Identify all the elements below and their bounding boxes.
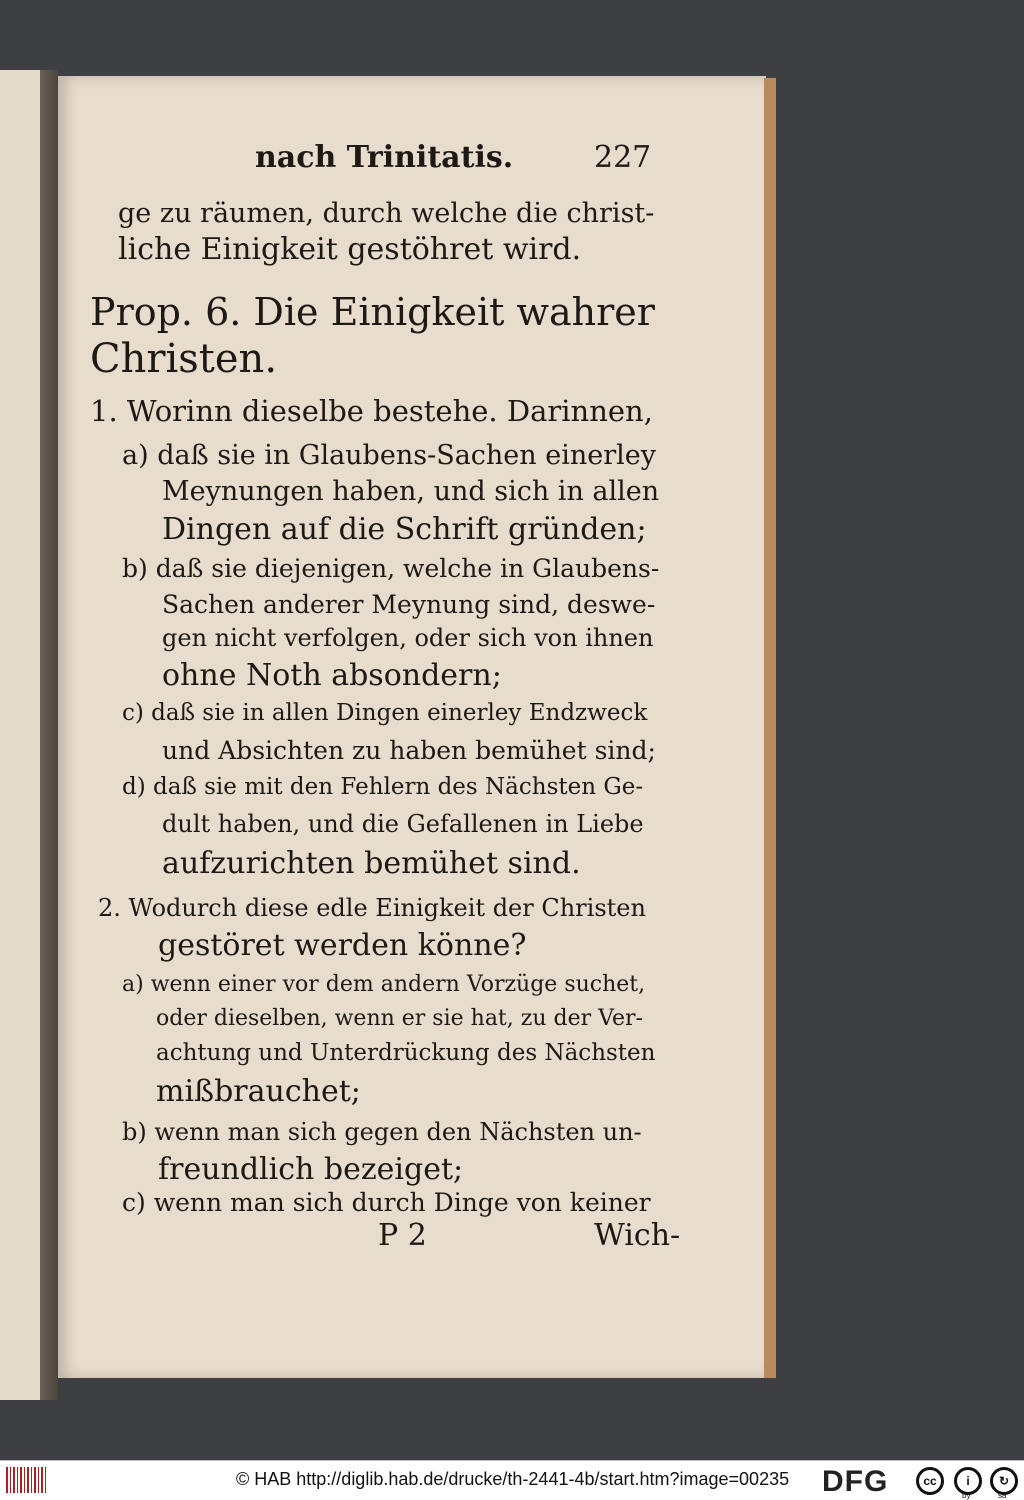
text-line: gen nicht verfolgen, oder sich von ihnen	[162, 624, 654, 652]
barcode-icon	[6, 1467, 46, 1493]
text-line: oder dieselben, wenn er sie hat, zu der Ver-	[156, 1006, 643, 1031]
section-heading-line: Prop. 6. Die Einigkeit wahrer	[90, 290, 655, 334]
text-line: a) wenn einer vor dem andern Vorzüge suchet,	[122, 972, 646, 997]
footer-bar	[0, 1460, 1024, 1500]
text-line: ohne Noth absondern;	[162, 658, 502, 693]
text-line: gestöret werden könne?	[158, 928, 527, 963]
text-line: b) daß sie diejenigen, welche in Glaubens-	[122, 554, 660, 583]
text-line: 2. Wodurch diese edle Einigkeit der Christen	[98, 894, 646, 922]
text-line: aufzurichten bemühet sind.	[162, 846, 581, 881]
running-head: nach Trinitatis.	[255, 140, 514, 175]
text-line: Dingen auf die Schrift gründen;	[162, 512, 647, 547]
text-line: und Absichten zu haben bemühet sind;	[162, 736, 656, 765]
copyright-link[interactable]: © HAB http://diglib.hab.de/drucke/th-2441-4b/start.htm?image=00235	[236, 1469, 790, 1489]
text-line: Meynungen haben, und sich in allen	[162, 476, 660, 507]
section-heading-line: Christen.	[90, 336, 278, 382]
text-line: Sachen anderer Meynung sind, deswe-	[162, 590, 656, 619]
page-number: 227	[594, 140, 652, 175]
dfg-logo: DFG	[822, 1465, 889, 1498]
text-line: 1. Worinn dieselbe bestehe. Darinnen,	[90, 394, 653, 428]
text-line: a) daß sie in Glaubens-Sachen einerley	[122, 440, 657, 471]
cc-sa-label: sa	[998, 1491, 1007, 1500]
text-line: c) daß sie in allen Dingen einerley Endzweck	[122, 700, 648, 726]
text-line: ge zu räumen, durch welche die christ-	[118, 198, 655, 229]
text-line: freundlich bezeiget;	[158, 1152, 464, 1187]
text-line: achtung und Unterdrückung des Nächsten	[156, 1040, 656, 1066]
text-line: liche Einigkeit gestöhret wird.	[118, 232, 582, 267]
book-spine-edge	[0, 70, 58, 1400]
cc-license-icon: cc	[916, 1467, 944, 1495]
cc-by-icon: i	[954, 1467, 982, 1495]
text-line: b) wenn man sich gegen den Nächsten un-	[122, 1118, 642, 1146]
text-line: c) wenn man sich durch Dinge von keiner	[122, 1188, 651, 1217]
text-line: dult haben, und die Gefallenen in Liebe	[162, 810, 644, 838]
cc-by-label: by	[962, 1491, 971, 1500]
text-line: mißbrauchet;	[156, 1074, 361, 1109]
text-line: d) daß sie mit den Fehlern des Nächsten Ge-	[122, 774, 644, 800]
page-fore-edge	[764, 78, 776, 1378]
catchword: Wich-	[594, 1218, 681, 1253]
cc-sa-icon: ↻	[990, 1467, 1018, 1495]
signature-mark: P 2	[378, 1218, 427, 1253]
